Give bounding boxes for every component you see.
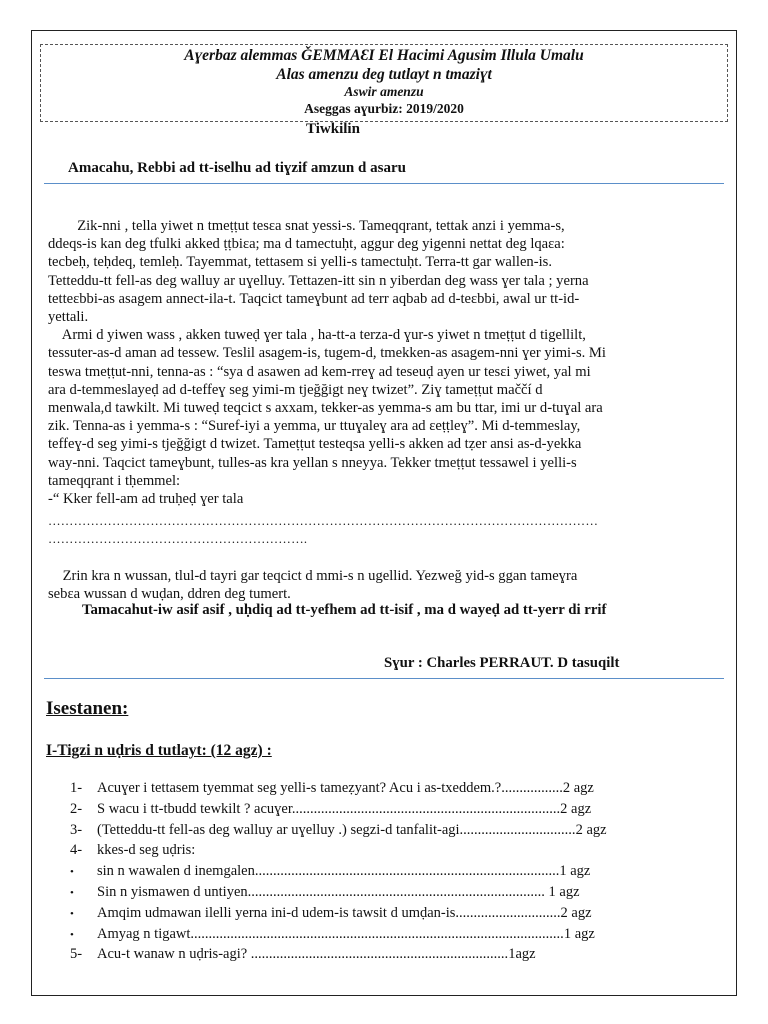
question-item [70,926,595,943]
story-line: tecbeḥ, teḥdeq, temleḥ. Tayemmat, tettasem si yelli-s tamectuḥt. Terra-tt gar wallen-is. [48,254,552,271]
story-line: tetteɛbbi-as asagem annect-ila-t. Taqcict tameɣbunt ad terr aqbab ad d-teɛbbi, awal ur tt-id- [48,290,580,307]
story-line: Armi d yiwen wass , akken tuweḍ ɣer tala , ha-tt-a terza-d ɣur-s yiwet n tmeṭṭut d tigellilt, [48,327,586,344]
bullet-icon: • [70,887,74,899]
question-marker: 1- [70,780,83,796]
school-name: Aɣerbaz alemmas ǦEMMAƐI El Hacimi Agusim Illula Umalu [184,47,584,64]
question-points: 2 agz [560,801,592,817]
school-year: Aseggas aɣurbiz: 2019/2020 [304,101,464,116]
text-title: Tiwkilin [306,121,360,137]
question-item [70,801,591,818]
question-item [70,842,195,859]
story-line: ara d-temmeslayeḍ ad d-teffeɣ seg yimi-m tjeğğigt neɣ twizet”. Ziɣ tameṭṭut maččí d [48,381,543,398]
question-item [70,863,590,880]
question-item [70,780,594,797]
question-marker: 2- [70,801,83,817]
fill-in-line-1: ………………………………………………………………………………………………………………… [48,514,599,528]
question-text: Acu-t wanaw n uḍris-agi? ....................................................................... [97,946,509,962]
divider-bottom [44,678,724,679]
question-text: Sin n yismawen d untiyen.................................................................................. [97,884,549,900]
bullet-icon: • [70,929,74,941]
question-points: 1 agz [559,863,591,879]
story-line: ddeqs-is kan deg tfulki akked ṭṭbiɛa; ma d tamectuḥt, aggur deg yigenni nettat deg lqaɛa: [48,236,565,253]
story-line: yettali. [48,309,89,326]
questions-subtitle: I-Tigzi n uḍris d tutlayt: (12 agz) : [46,742,272,759]
question-text: Acuɣer i tettasem tyemmat seg yelli-s tameẓyant? Acu i as-txeddem.?................. [97,780,563,796]
story-line: tessuter-as-d aman ad tessew. Teslil asagem-is, tugem-d, tmekken-as asagem-nni ɣer yimi-s. Mi [48,345,606,362]
story-line: way-nni. Taqcict tameɣbunt, tulles-as kra yellan s nneyya. Tekker tmeṭṭut tessawel i yelli-s [48,454,577,471]
closing-moral: Tamacahut-iw asif asif , uḥdiq ad tt-yefhem ad tt-isif , ma d wayeḍ ad tt-yerr di rrif [82,602,607,618]
exam-class: Alas amenzu deg tutlayt n tmaziɣt [276,66,492,83]
ending-line: sebɛa wussan d wuḍan, ddren deg tumert. [48,586,291,602]
question-marker: 4- [70,842,83,858]
exam-level: Aswir amenzu [344,84,424,99]
story-line: zik. Tenna-as i yemma-s : “Suref-iyi a yemma, ur ttuɣaleɣ ara ad ɛeṭṭleɣ”. Mi d-temmeslay, [48,418,581,435]
question-item [70,946,536,963]
exam-header [40,44,728,122]
question-points: 1 agz [563,926,595,942]
bullet-icon: • [70,908,74,920]
story-ending [48,567,720,603]
fill-in-line-2: ……………………………………………………. [48,532,308,546]
question-points: 2 agz [562,780,594,796]
question-marker: 5- [70,946,83,962]
question-text: sin n wawalen d inemgalen.................................................................................... [97,863,560,879]
question-marker: 3- [70,822,83,838]
question-points: 2 agz [560,905,592,921]
story-line: teffeɣ-d seg yimi-s tjeğğigt d twizet. Tameṭṭut testeqsa yelli-s akken ad tẓer ansi as-d-yekka [48,436,582,453]
question-points: 2 agz [575,822,607,838]
ending-line: Zrin kra n wussan, tlul-d tayri gar teqcict d mmi-s n ugellid. Yezweğ yid-s ggan tameɣra [48,568,578,584]
question-text: kkes-d seg uḍris: [97,842,196,858]
question-points: 1agz [508,946,536,962]
story-text [48,217,720,508]
question-text: Amqim udmawan ilelli yerna ini-d udem-is tawsit d umḍan-is............................. [97,905,561,921]
question-item [70,884,580,901]
question-text: (Tetteddu-tt fell-as deg walluy ar uɣelluy .) segzi-d tanfalit-agi................................ [97,822,576,838]
question-item [70,905,592,922]
story-source: Sɣur : Charles PERRAUT. D tasuqilt [384,655,620,671]
opening-proverb: Amacahu, Rebbi ad tt-iselhu ad tiɣzif amzun d asaru [68,160,406,176]
story-line: Zik-nni , tella yiwet n tmeṭṭut tesɛa snat yessi-s. Tameqqrant, tettak anzi i yemma-s, [48,218,565,234]
story-line: teswa tmeṭṭut-nni, tenna-as : “sya d asawen ad kem-rreɣ ad teseuḍ ayen ur tesɛi yiwet, yal mi [48,363,591,380]
questions-title: Isestanen: [46,698,129,719]
question-text: S wacu i tt-tbudd tewkilt ? acuɣer.......................................................................... [97,801,561,817]
question-text: Amyag n tigawt....................................................................................................... [97,926,564,942]
story-line: -“ Kker fell-am ad truḥeḍ ɣer tala [48,491,244,508]
story-line: Tetteddu-tt fell-as deg walluy ar uɣelluy. Tettazen-itt sin n yiberdan deg wass ɣer tala ; yerna [48,272,589,289]
question-points: 1 agz [548,884,580,900]
story-line: tameqqrant i tḥemmel: [48,472,181,489]
question-item [70,822,607,839]
story-line: menwala,d tawkilt. Mi tuweḍ teqcict s axxam, tekker-as yemma-s am bu ttar, imi ur d-tuɣal ara [48,400,603,417]
divider-top [44,183,724,184]
bullet-icon: • [70,866,74,878]
